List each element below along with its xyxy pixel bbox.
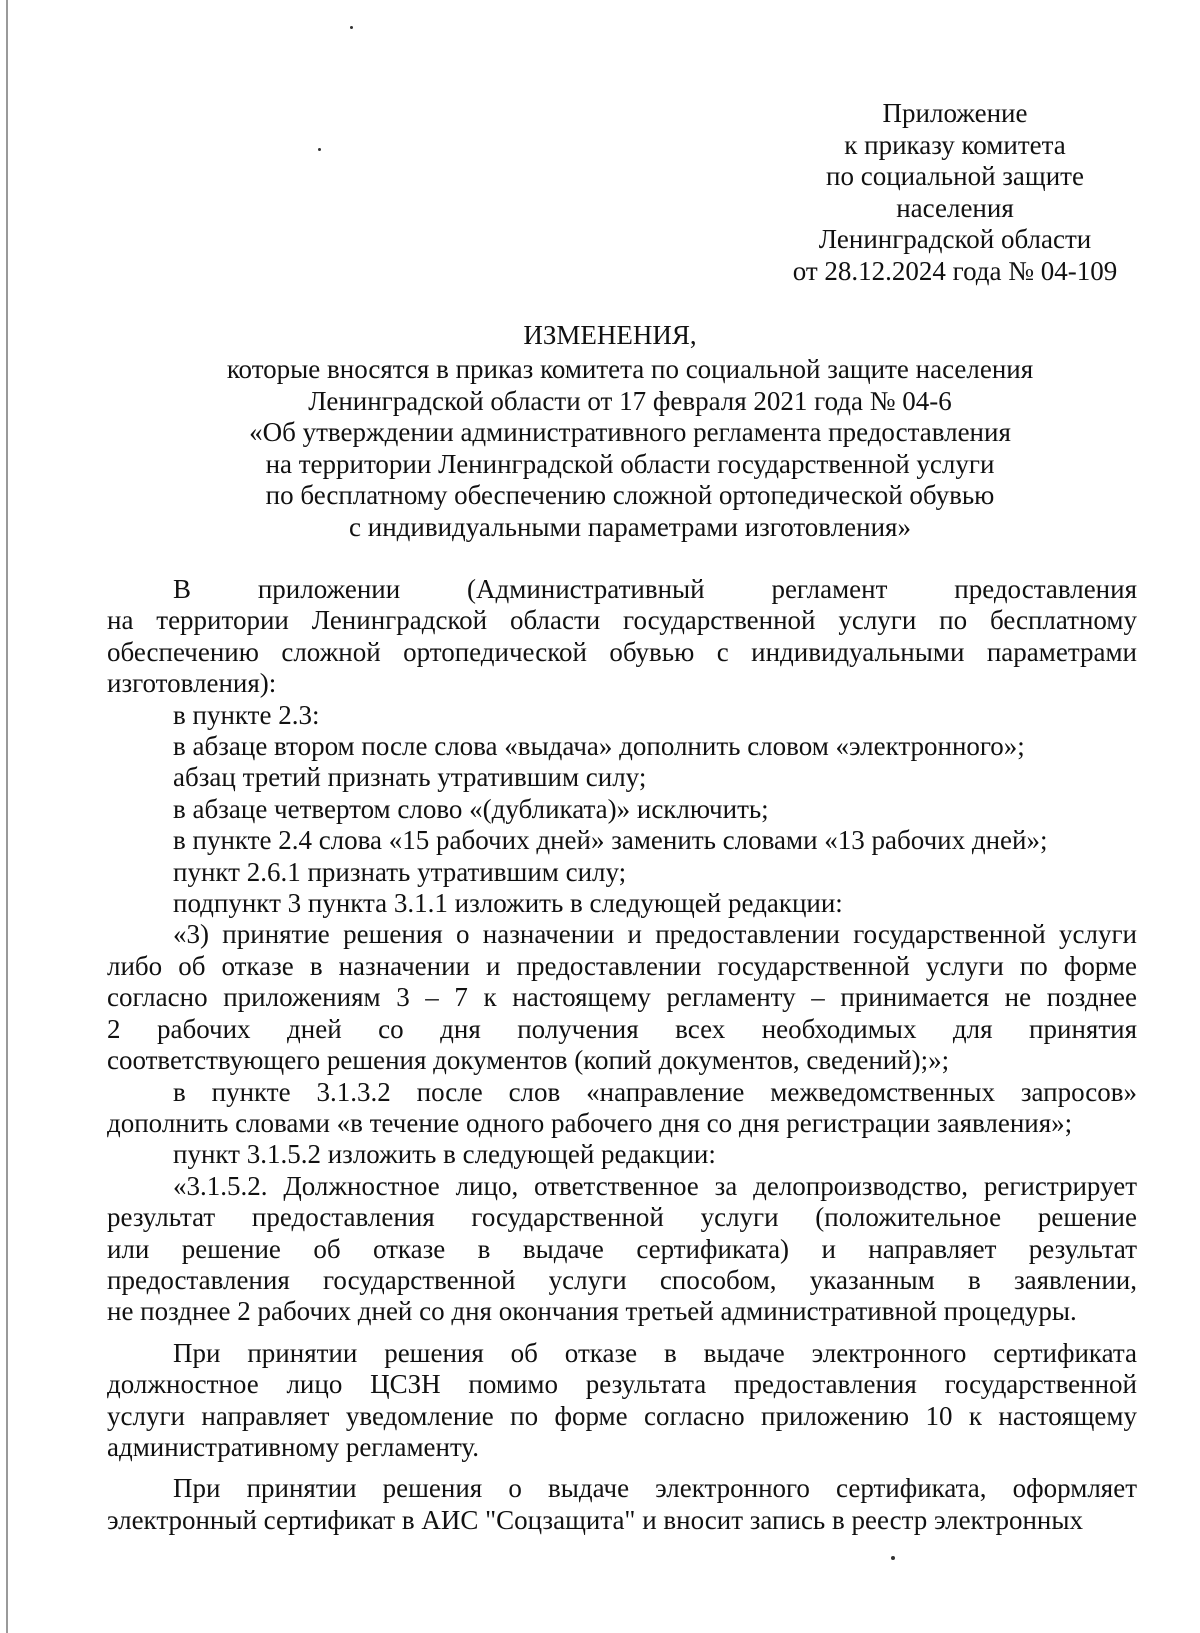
scan-speck <box>318 148 321 151</box>
document-title: ИЗМЕНЕНИЯ, <box>523 320 697 350</box>
body-line: не позднее 2 рабочих дней со дня окончания третьей административной процедуры. <box>107 1296 1077 1327</box>
body-line: услуги направляет уведомление по форме согласно приложению 10 к настоящему <box>107 1400 1137 1431</box>
subtitle-line: на территории Ленинградской области государственной услуги <box>265 448 995 479</box>
subtitle-line: по бесплатному обеспечению сложной ортопедической обувью <box>265 480 995 510</box>
subtitle-line: которые вносятся в приказ комитета по социальной защите населения <box>226 354 1034 384</box>
appendix-line: к приказу комитета <box>844 129 1066 160</box>
body-line: результат предоставления государственной услуги (положительное решение <box>107 1202 1137 1233</box>
subtitle-line: Ленинградской области от 17 февраля 2021 года № 04-6 <box>308 385 952 416</box>
body-line: пункт 3.1.5.2 изложить в следующей редакции: <box>173 1139 716 1170</box>
appendix-line: от 28.12.2024 года № 04-109 <box>792 255 1118 286</box>
appendix-line: Приложение <box>882 98 1028 128</box>
appendix-line: по социальной защите <box>826 161 1084 192</box>
scan-speck <box>350 26 353 29</box>
body-line: пункт 2.6.1 признать утратившим силу; <box>173 856 627 887</box>
body-line: дополнить словами «в течение одного рабочего дня со дня регистрации заявления»; <box>107 1107 1073 1138</box>
body-line: предоставления государственной услуги способом, указанным в заявлении, <box>107 1264 1137 1295</box>
document-body <box>107 574 1137 1536</box>
appendix-block <box>780 98 1130 288</box>
scan-edge-line <box>6 0 8 1633</box>
body-line: соответствующего решения документов (копий документов, сведений);»; <box>107 1045 950 1076</box>
document-subtitle <box>180 354 1080 543</box>
appendix-line: населения <box>896 192 1014 223</box>
body-line: При принятии решения о выдаче электронного сертификата, оформляет <box>173 1473 1137 1504</box>
body-line: согласно приложениям 3 – 7 к настоящему регламенту – принимается не позднее <box>107 982 1137 1013</box>
body-line: в пункте 2.3: <box>173 699 320 730</box>
body-line: «3) принятие решения о назначении и предоставлении государственной услуги <box>173 919 1137 950</box>
body-line: в абзаце втором после слова «выдача» дополнить словом «электронного»; <box>173 731 1025 762</box>
body-line: подпункт 3 пункта 3.1.1 изложить в следующей редакции: <box>173 888 843 919</box>
subtitle-line: «Об утверждении административного регламента предоставления <box>249 417 1011 447</box>
body-line: электронный сертификат в АИС "Соцзащита" и вносит запись в реестр электронных <box>107 1504 1083 1535</box>
appendix-line: Ленинградской области <box>818 224 1092 255</box>
body-line: в пункте 3.1.3.2 после слов «направление межведомственных запросов» <box>173 1076 1137 1107</box>
body-line: При принятии решения об отказе в выдаче электронного сертификата <box>173 1337 1137 1368</box>
body-line: на территории Ленинградской области государственной услуги по бесплатному <box>107 605 1137 636</box>
body-line: в пункте 2.4 слова «15 рабочих дней» заменить словами «13 рабочих дней»; <box>173 825 1048 856</box>
body-line: В приложении (Административный регламент предоставления <box>173 574 1137 604</box>
body-line: либо об отказе в назначении и предоставлении государственной услуги по форме <box>107 950 1137 981</box>
body-line: обеспечению сложной ортопедической обувью с индивидуальными параметрами <box>107 636 1137 667</box>
body-line: 2 рабочих дней со дня получения всех необходимых для принятия <box>107 1013 1137 1044</box>
scan-speck <box>891 1556 895 1560</box>
body-line: изготовления): <box>107 668 277 699</box>
body-line: в абзаце четвертом слово «(дубликата)» исключить; <box>173 793 769 824</box>
body-line: абзац третий признать утратившим силу; <box>173 762 647 793</box>
body-line: или решение об отказе в выдаче сертификата) и направляет результат <box>107 1233 1137 1264</box>
subtitle-line: с индивидуальными параметрами изготовления» <box>349 511 911 542</box>
body-line: административному регламенту. <box>107 1431 479 1462</box>
body-line: должностное лицо ЦСЗН помимо результата предоставления государственной <box>107 1369 1137 1400</box>
body-line: «3.1.5.2. Должностное лицо, ответственное за делопроизводство, регистрирует <box>173 1170 1137 1201</box>
